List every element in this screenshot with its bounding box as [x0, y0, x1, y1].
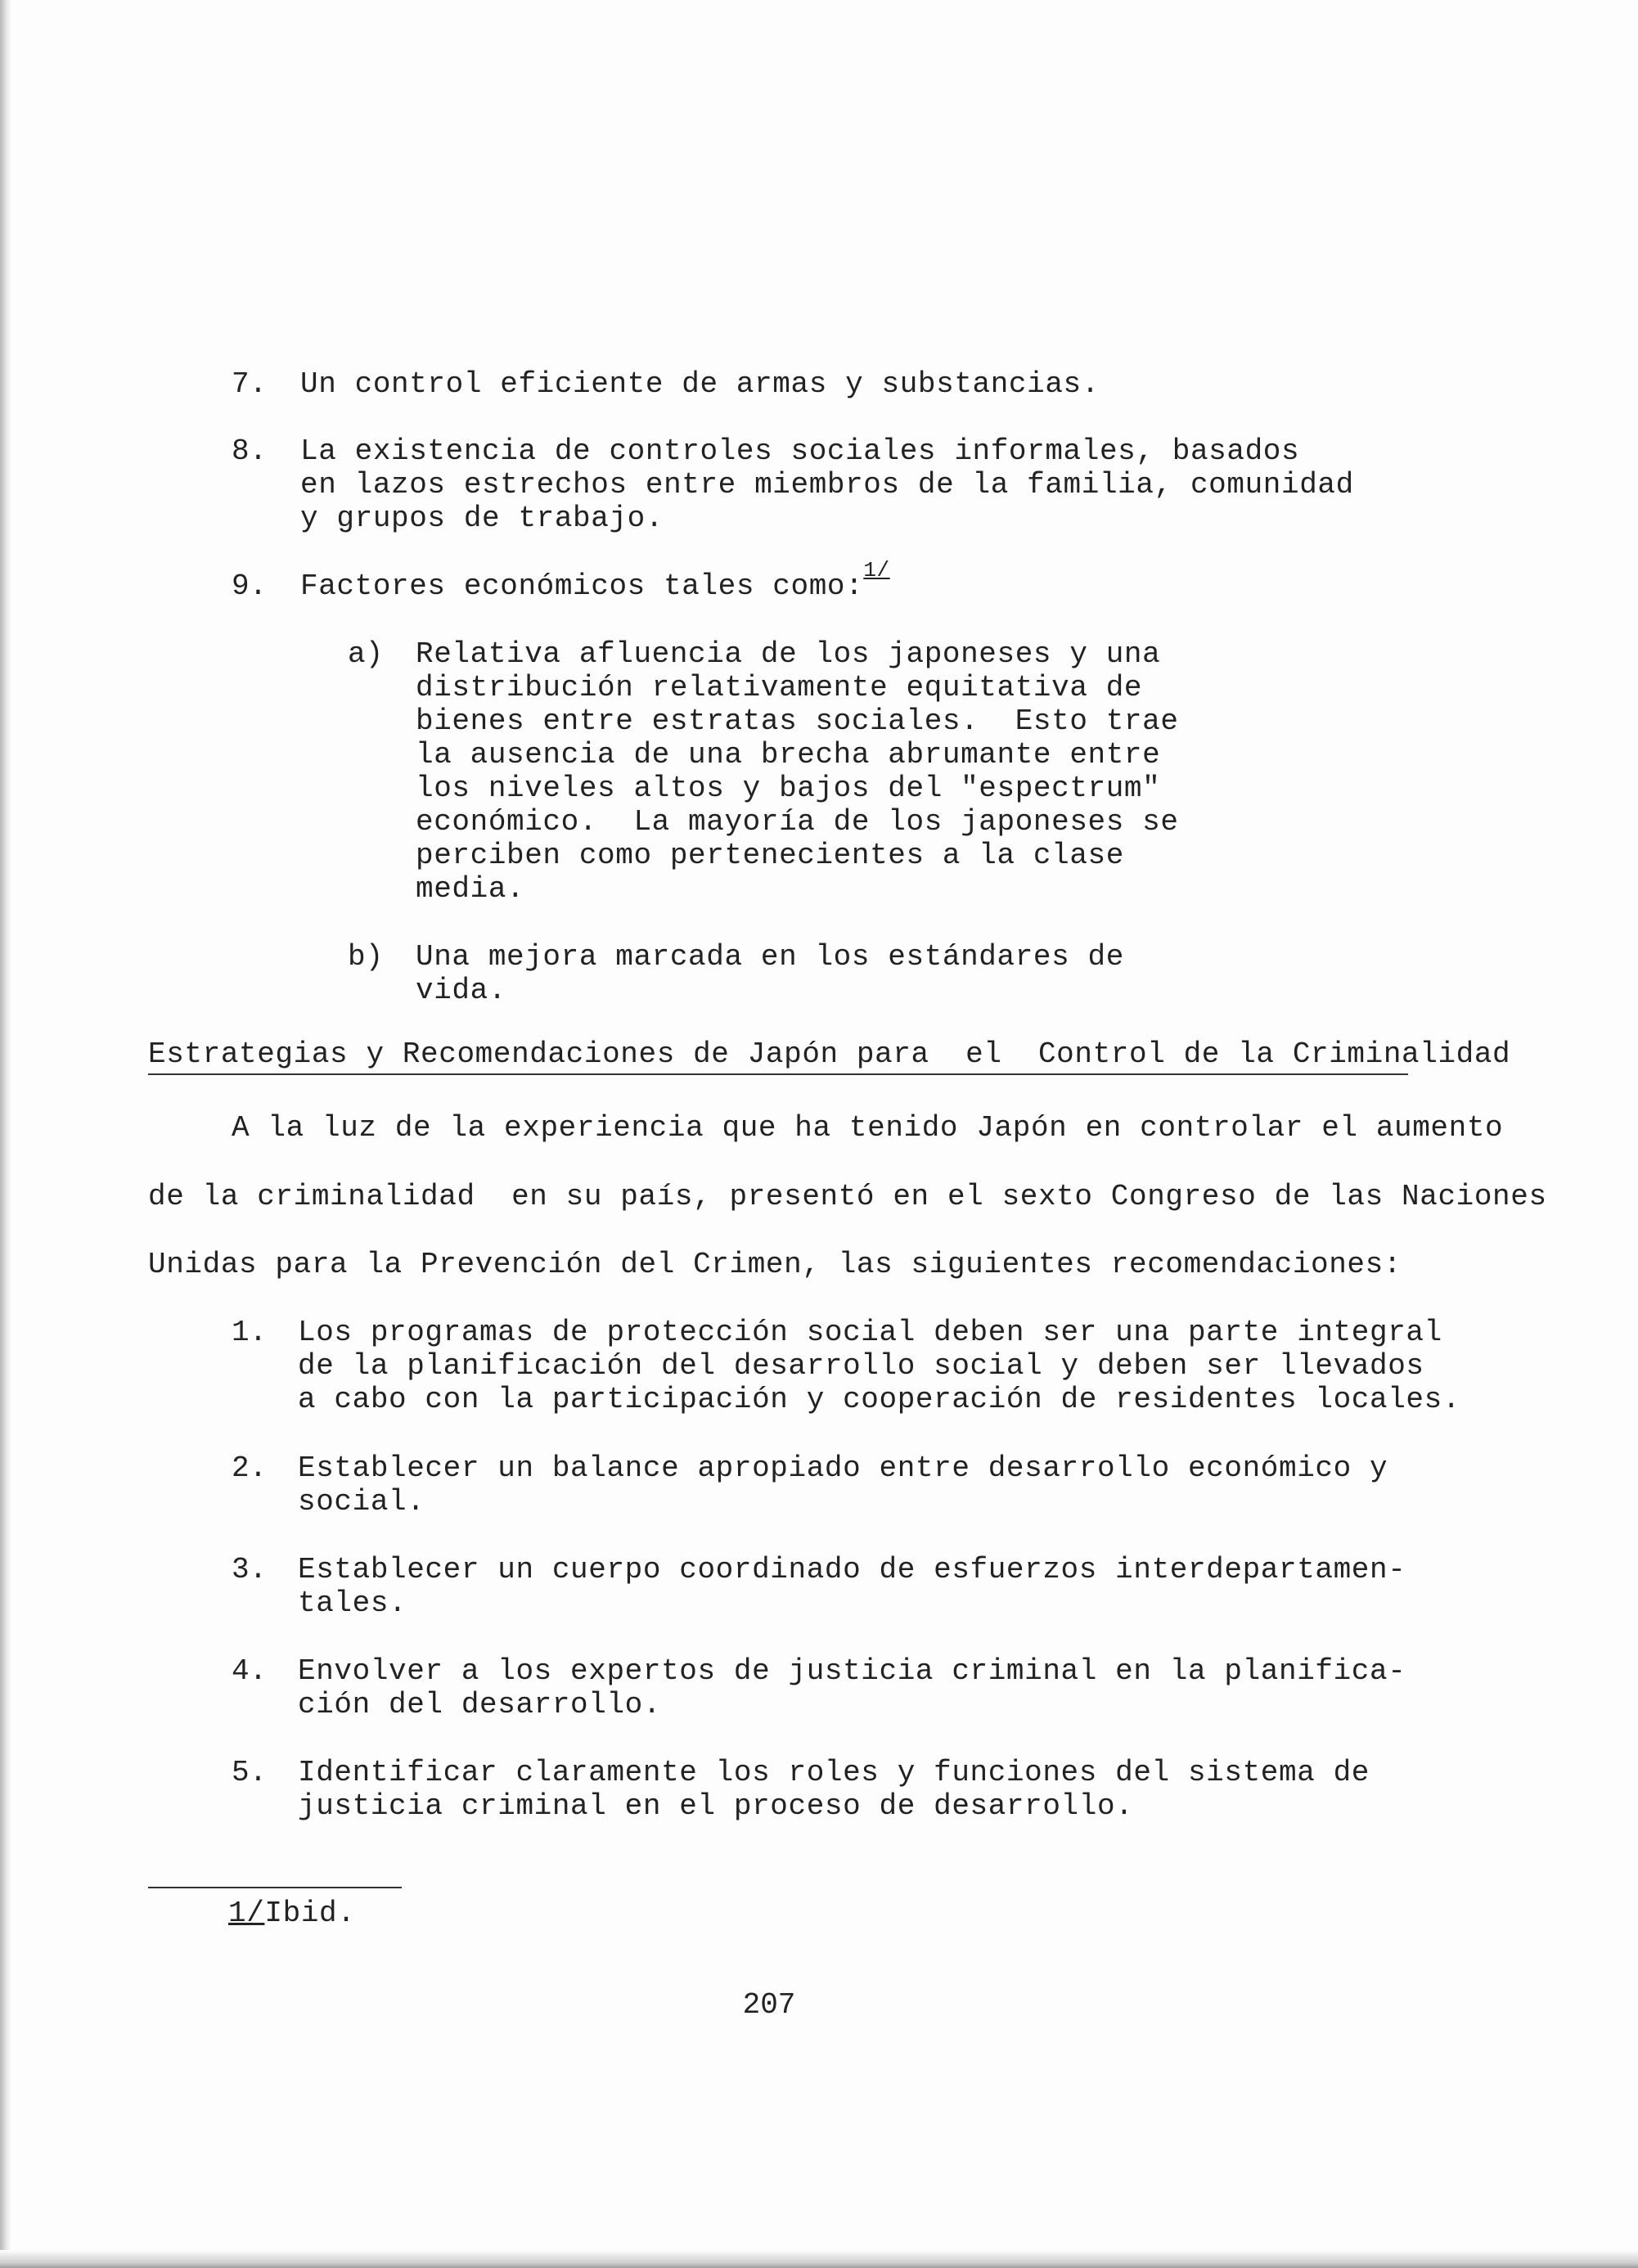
recommendation-text: Establecer un balance apropiado entre desarrollo económico y	[298, 1451, 1388, 1485]
recommendation-text: justicia criminal en el proceso de desarrollo.	[298, 1789, 1134, 1823]
item-text: Un control eficiente de armas y substancias.	[300, 367, 1100, 401]
footnote-text: Ibid.	[264, 1897, 356, 1930]
paragraph-line: Unidas para la Prevención del Crimen, las siguientes recomendaciones:	[148, 1248, 1402, 1281]
subitem-text: los niveles altos y bajos del "espectrum"	[416, 772, 1161, 805]
subitem-text: económico. La mayoría de los japoneses se	[416, 805, 1179, 839]
item-text: Factores económicos tales como:$^{1/}$	[300, 558, 890, 603]
recommendation-number: 4.	[232, 1654, 268, 1688]
footnote-reference[interactable]: 1/	[863, 558, 890, 583]
subitem-text: bienes entre estratas sociales. Esto trae	[416, 704, 1179, 738]
scan-shadow-bottom	[0, 2250, 1638, 2268]
recommendation-text: social.	[298, 1485, 425, 1519]
subitem-label: a)	[348, 637, 384, 671]
footnote-divider	[148, 1887, 402, 1888]
recommendation-text: de la planificación del desarrollo social y deben ser llevados	[298, 1349, 1424, 1383]
paragraph-line: A la luz de la experiencia que ha tenido Japón en controlar el aumento	[232, 1111, 1504, 1145]
paragraph-line: de la criminalidad en su país, presentó en el sexto Congreso de las Naciones	[148, 1180, 1547, 1213]
subitem-text: Una mejora marcada en los estándares de	[416, 940, 1124, 974]
item-number: 7.	[232, 367, 268, 401]
subitem-text: vida.	[416, 974, 507, 1007]
page-number: 207	[742, 1988, 796, 2022]
recommendation-number: 1.	[232, 1316, 268, 1349]
recommendation-number: 5.	[232, 1756, 268, 1789]
recommendation-number: 3.	[232, 1553, 268, 1586]
subitem-text: distribución relativamente equitativa de	[416, 671, 1143, 704]
footnote	[228, 1897, 355, 1930]
item-number: 8.	[232, 434, 268, 468]
item-text: en lazos estrechos entre miembros de la familia, comunidad	[300, 468, 1354, 502]
recommendation-text: Los programas de protección social deben ser una parte integral	[298, 1316, 1442, 1349]
item-text: La existencia de controles sociales informales, basados	[300, 434, 1300, 468]
item-number: 9.	[232, 569, 268, 603]
scan-shadow-left	[0, 0, 11, 2268]
subitem-text: perciben como pertenecientes a la clase	[416, 839, 1124, 872]
recommendation-text: ción del desarrollo.	[298, 1688, 662, 1721]
subitem-text: Relativa afluencia de los japoneses y una	[416, 637, 1161, 671]
subitem-text: media.	[416, 872, 525, 906]
recommendation-text: Establecer un cuerpo coordinado de esfuerzos interdepartamen-	[298, 1553, 1406, 1586]
subitem-text: la ausencia de una brecha abrumante entre	[416, 738, 1161, 772]
subitem-label: b)	[348, 940, 384, 974]
recommendation-text: tales.	[298, 1586, 407, 1620]
recommendation-text: Identificar claramente los roles y funciones del sistema de	[298, 1756, 1370, 1789]
item-text: y grupos de trabajo.	[300, 502, 664, 535]
section-heading: Estrategias y Recomendaciones de Japón para el Control de la Criminalidad	[148, 1037, 1408, 1075]
recommendation-number: 2.	[232, 1451, 268, 1485]
recommendation-text: a cabo con la participación y cooperación de residentes locales.	[298, 1383, 1461, 1416]
recommendation-text: Envolver a los expertos de justicia criminal en la planifica-	[298, 1654, 1406, 1688]
footnote-marker: 1/	[228, 1897, 265, 1930]
